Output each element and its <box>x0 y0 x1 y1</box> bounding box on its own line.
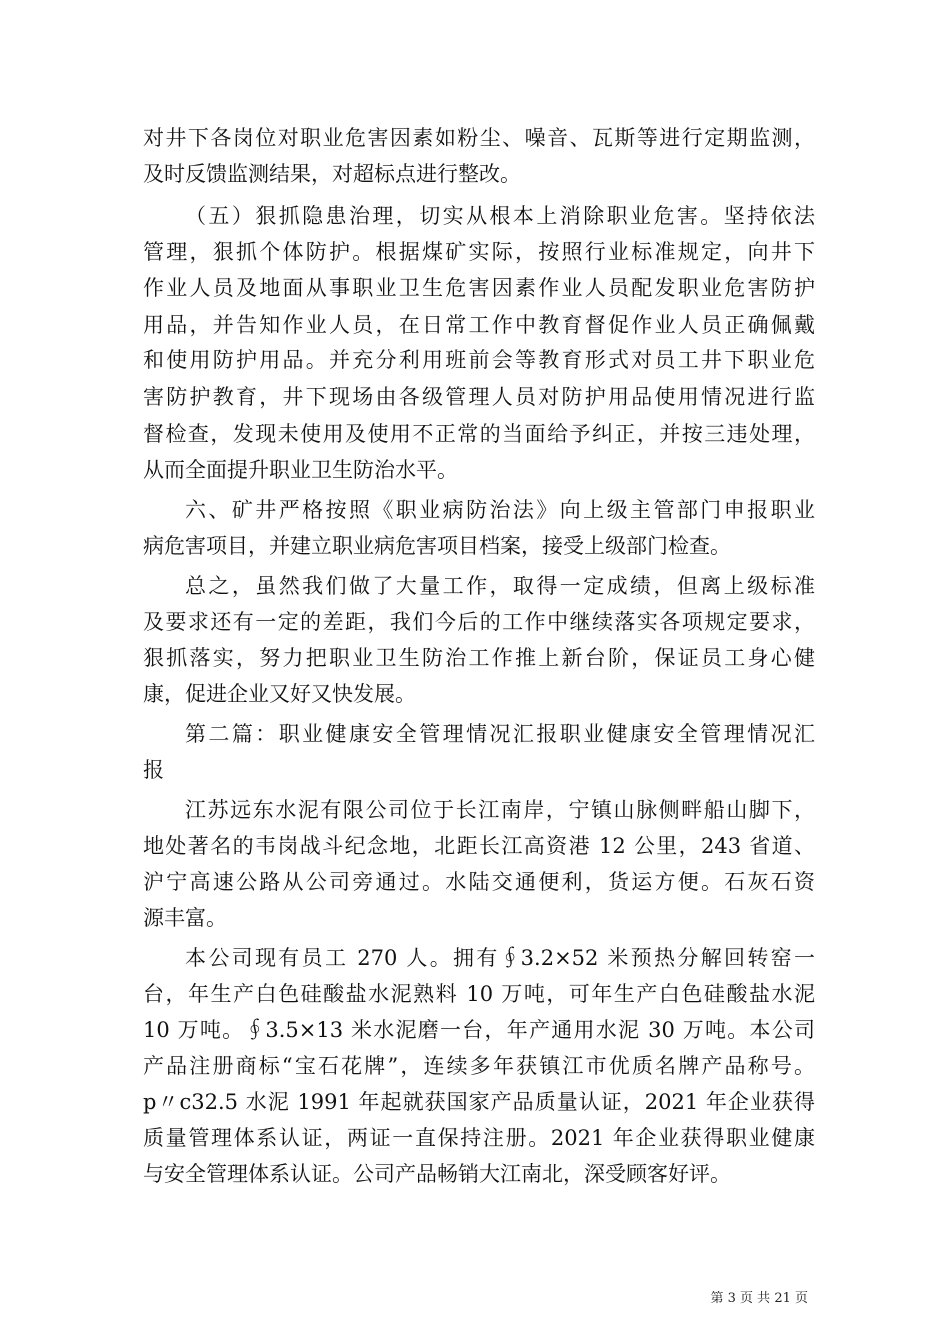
text-line: 及要求还有一定的差距，我们今后的工作中继续落实各项规定要求， <box>143 610 815 634</box>
text-line: 康，促进企业又好又快发展。 <box>143 682 416 706</box>
paragraph-start-line: 本公司现有员工 270 人。拥有∮3.2×52 米预热分解回转窑一 <box>185 946 815 970</box>
paragraph-start-line: 江苏远东水泥有限公司位于长江南岸，宁镇山脉侧畔船山脚下， <box>185 798 815 822</box>
text-line: 地处著名的韦岗战斗纪念地，北距长江高资港 12 公里，243 省道、 <box>143 834 815 858</box>
text-line: 和使用防护用品。并充分利用班前会等教育形式对员工井下职业危 <box>143 348 815 372</box>
page-number-footer: 第 3 页 共 21 页 <box>710 1291 808 1306</box>
section-heading-continued: 报 <box>143 758 164 782</box>
text-line: 狠抓落实，努力把职业卫生防治工作推上新台阶，保证员工身心健 <box>143 646 815 670</box>
text-line: p〃c32.5 水泥 1991 年起就获国家产品质量认证，2021 年企业获得 <box>143 1090 815 1114</box>
text-line: 产品注册商标“宝石花牌”，连续多年获镇江市优质名牌产品称号。 <box>143 1054 815 1078</box>
text-line: 病危害项目，并建立职业病危害项目档案，接受上级部门检查。 <box>143 534 731 558</box>
section-heading: 第二篇：职业健康安全管理情况汇报职业健康安全管理情况汇 <box>185 722 815 746</box>
text-line: 督检查，发现未使用及使用不正常的当面给予纠正，并按三违处理， <box>143 422 815 446</box>
text-line: 害防护教育，井下现场由各级管理人员对防护用品使用情况进行监 <box>143 385 815 409</box>
text-line: 对井下各岗位对职业危害因素如粉尘、噪音、瓦斯等进行定期监测， <box>143 126 815 150</box>
text-line: 与安全管理体系认证。公司产品畅销大江南北，深受顾客好评。 <box>143 1162 731 1186</box>
text-line: 作业人员及地面从事职业卫生危害因素作业人员配发职业危害防护 <box>143 276 815 300</box>
text-line: 从而全面提升职业卫生防治水平。 <box>143 458 458 482</box>
text-line: 源丰富。 <box>143 906 227 930</box>
paragraph-start-line: 总之，虽然我们做了大量工作，取得一定成绩，但离上级标准 <box>185 574 815 598</box>
text-line: 管理，狠抓个体防护。根据煤矿实际，按照行业标准规定，向井下 <box>143 240 815 264</box>
text-line: 台，年生产白色硅酸盐水泥熟料 10 万吨，可年生产白色硅酸盐水泥 <box>143 982 815 1006</box>
text-line: 10 万吨。∮3.5×13 米水泥磨一台，年产通用水泥 30 万吨。本公司 <box>143 1018 815 1042</box>
text-line: 及时反馈监测结果，对超标点进行整改。 <box>143 162 521 186</box>
paragraph-start-line: 六、矿井严格按照《职业病防治法》向上级主管部门申报职业 <box>185 498 815 522</box>
text-line: 用品，并告知作业人员，在日常工作中教育督促作业人员正确佩戴 <box>143 313 815 337</box>
text-line: 沪宁高速公路从公司旁通过。水陆交通便利，货运方便。石灰石资 <box>143 870 815 894</box>
paragraph-start-line: （五）狠抓隐患治理，切实从根本上消除职业危害。坚持依法 <box>185 204 815 228</box>
text-line: 质量管理体系认证，两证一直保持注册。2021 年企业获得职业健康 <box>143 1126 815 1150</box>
